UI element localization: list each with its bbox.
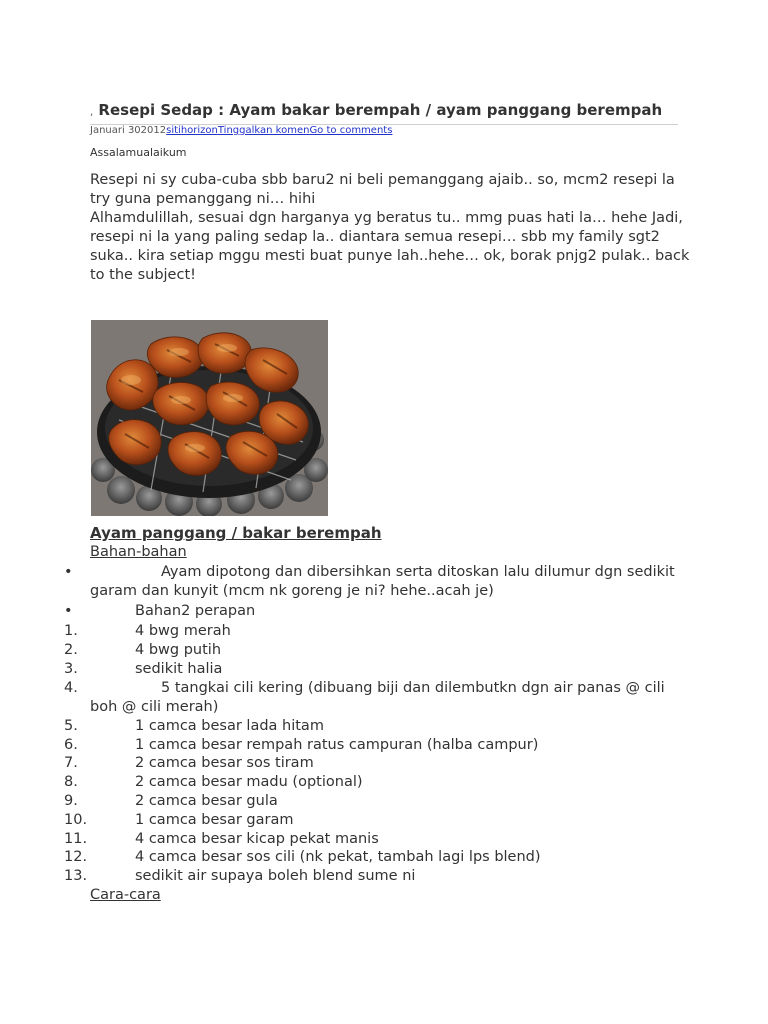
list-number: 2. [64,642,78,658]
list-item-text: Bahan2 perapan [135,603,256,619]
list-item [64,848,684,867]
list-item [64,563,684,600]
list-item-text: 2 camca besar madu (optional) [135,774,363,790]
list-item [64,792,684,811]
list-number: 5. [64,718,78,734]
list-number: 9. [64,793,78,809]
intro-text [90,171,690,285]
list-item [64,660,684,679]
list-item-text: 2 camca besar gula [135,793,278,809]
list-number: 11. [64,831,88,847]
go-to-comments-link[interactable]: Go to comments [309,125,393,136]
list-item [64,754,684,773]
list-item-text: 5 tangkai cili kering (dibuang biji dan dilembutkn dgn air panas @ cili boh @ cili merah) [90,680,665,715]
list-item-text: 4 bwg putih [135,642,222,658]
list-item [64,736,684,755]
list-item-text: 4 bwg merah [135,623,231,639]
post-date: Januari 302012 [90,125,167,136]
ingredients-heading: Bahan-bahan [90,544,187,560]
list-item [64,717,684,736]
list-item-text: 2 camca besar sos tiram [135,755,314,771]
list-number: 6. [64,737,78,753]
list-number: 4. [64,680,78,696]
method-heading: Cara-cara [90,887,161,903]
list-item-text: 4 camca besar sos cili (nk pekat, tambah lagi lps blend) [135,849,541,865]
list-number: 7. [64,755,78,771]
bullet-marker: • [64,603,73,619]
list-number: 13. [64,868,88,884]
post-title [90,101,662,119]
title-prefix: , [90,107,94,118]
list-item-text: sedikit air supaya boleh blend sume ni [135,868,416,884]
list-item [64,602,684,621]
list-item [64,622,684,641]
list-item [64,811,684,830]
list-item [64,679,684,716]
greeting: Assalamualaikum [90,146,187,159]
list-item-text: 1 camca besar rempah ratus campuran (halba campur) [135,737,539,753]
intro-paragraph: Alhamdulillah, sesuai dgn harganya yg beratus tu.. mmg puas hati la… hehe Jadi, resepi ni la yang paling sedap la.. diantara semua resepi… sbb my family sgt2 suka.. kira setiap mggu mesti buat punye lah..hehe… ok, borak pnjg2 pulak.. back to the subject! [90,210,690,283]
list-item [64,773,684,792]
list-item-text: sedikit halia [135,661,223,677]
list-number: 3. [64,661,78,677]
list-number: 10. [64,812,88,828]
list-item [64,641,684,660]
list-number: 12. [64,849,88,865]
intro-paragraph: Resepi ni sy cuba-cuba sbb baru2 ni beli pemanggang ajaib.. so, mcm2 resepi la try guna pemanggang ni… hihi [90,172,675,207]
list-number: 1. [64,623,78,639]
grilled-chicken-illustration [91,320,328,516]
list-item-text: 4 camca besar kicap pekat manis [135,831,379,847]
list-number: 8. [64,774,78,790]
recipe-title: Ayam panggang / bakar berempah [90,524,382,542]
list-item [64,830,684,849]
post-title-text: Resepi Sedap : Ayam bakar berempah / ayam panggang berempah [98,101,663,119]
leave-comment-link[interactable]: Tinggalkan komen [217,125,310,136]
list-item-text: 1 camca besar garam [135,812,294,828]
author-link[interactable]: sitihorizon [166,125,218,136]
bullet-marker: • [64,564,73,580]
list-item-text: 1 camca besar lada hitam [135,718,324,734]
list-item [64,867,684,886]
grilled-chicken-photo [91,320,328,516]
post-meta [90,125,392,136]
list-item-text: Ayam dipotong dan dibersihkan serta ditoskan lalu dilumur dgn sedikit garam dan kunyit (mcm nk goreng je ni? hehe..acah je) [90,564,675,599]
